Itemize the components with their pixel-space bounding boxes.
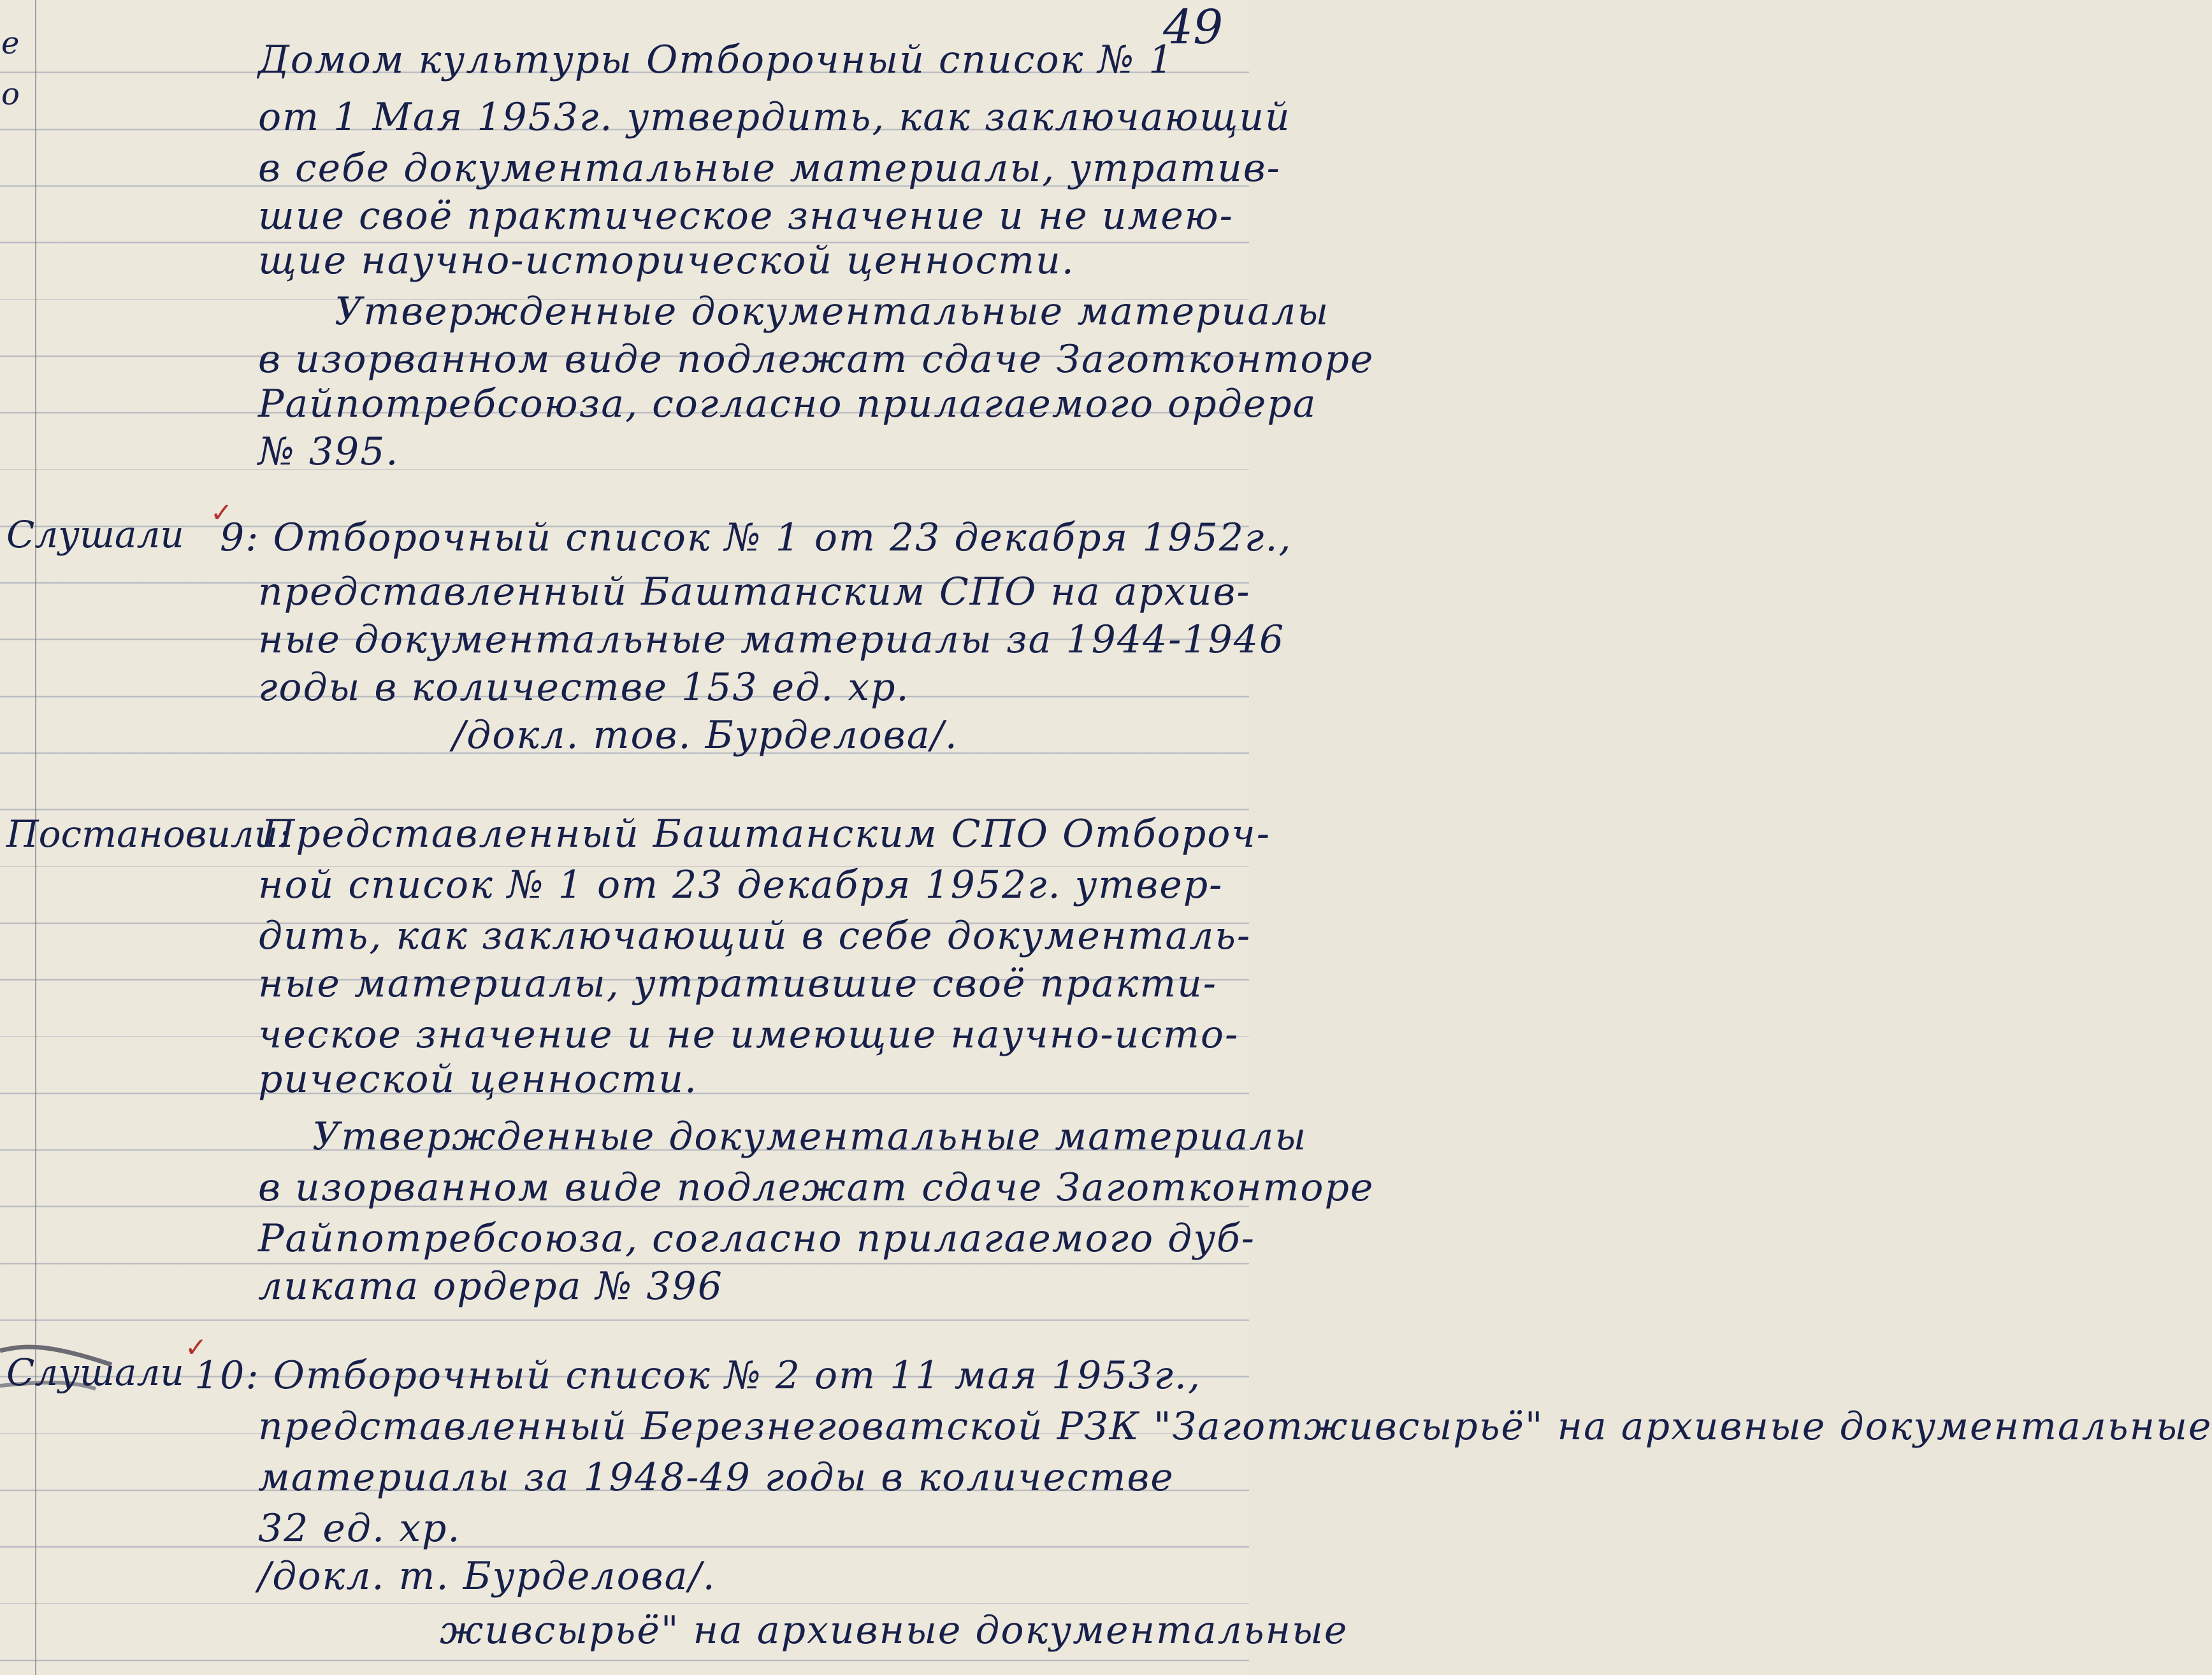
text-line: /докл. т. Бурделова/.	[258, 1554, 716, 1599]
text-line: живсырьё" на архивные документальные	[440, 1608, 1348, 1653]
text-line: Домом культуры Отборочный список № 1	[258, 38, 1175, 82]
text-line: Райпотребсоюза, согласно прилагаемого ордера	[258, 382, 1317, 426]
text-line: Утвержденные документальные материалы	[312, 1114, 1308, 1159]
resolved-label: Постановили:	[6, 812, 291, 856]
text-line: дить, как заключающий в себе документаль-	[258, 914, 1252, 958]
text-line: ликата ордера № 396	[258, 1264, 723, 1309]
text-line: № 395.	[258, 429, 400, 474]
check-mark-icon: ✓	[185, 1332, 208, 1363]
text-line: 10: Отборочный список № 2 от 11 мая 1953г.,	[194, 1353, 1202, 1398]
text-line: в изорванном виде подлежат сдаче Заготконторе	[258, 1165, 1375, 1210]
text-line: ной список № 1 от 23 декабря 1952г. утвер-	[258, 863, 1224, 907]
text-line: представленный Березнеговатской РЗК "Заготживсырьё" на архивные документальные	[258, 1404, 2212, 1449]
text-line: от 1 Мая 1953г. утвердить, как заключающий	[258, 95, 1291, 140]
text-line: материалы за 1948-49 годы в количестве	[258, 1455, 1175, 1500]
text-line: шие своё практическое значение и не имею-	[258, 194, 1234, 238]
text-line: Представленный Баштанским СПО Отбороч-	[261, 812, 1271, 856]
page-number: 49	[1163, 0, 1224, 55]
text-line: рической ценности.	[258, 1057, 698, 1102]
check-mark-icon: ✓	[210, 497, 233, 528]
text-line: 32 ед. хр.	[258, 1506, 461, 1551]
heard-label: Слушали	[6, 513, 184, 556]
margin-mark: о	[1, 76, 20, 112]
margin-mark: е	[1, 25, 20, 61]
text-line: представленный Баштанским СПО на архив-	[258, 570, 1251, 614]
text-line: годы в количестве 153 ед. хр.	[258, 665, 910, 710]
text-line: 9: Отборочный список № 1 от 23 декабря 1952г.,	[220, 515, 1292, 560]
text-line: в себе документальные материалы, утратив-	[258, 146, 1281, 191]
text-line: в изорванном виде подлежат сдаче Заготконторе	[258, 337, 1375, 382]
text-line: щие научно-исторической ценности.	[258, 238, 1075, 283]
heard-label: Слушали	[6, 1351, 184, 1394]
text-line: /докл. тов. Бурделова/.	[452, 713, 958, 758]
text-line: Утвержденные документальные материалы	[335, 289, 1330, 334]
text-line: ные материалы, утратившие своё практи-	[258, 961, 1218, 1006]
text-line: ные документальные материалы за 1944-1946	[258, 617, 1285, 662]
text-line: Райпотребсоюза, согласно прилагаемого дуб-	[258, 1216, 1255, 1261]
text-line: ческое значение и не имеющие научно-исто-	[258, 1012, 1240, 1057]
